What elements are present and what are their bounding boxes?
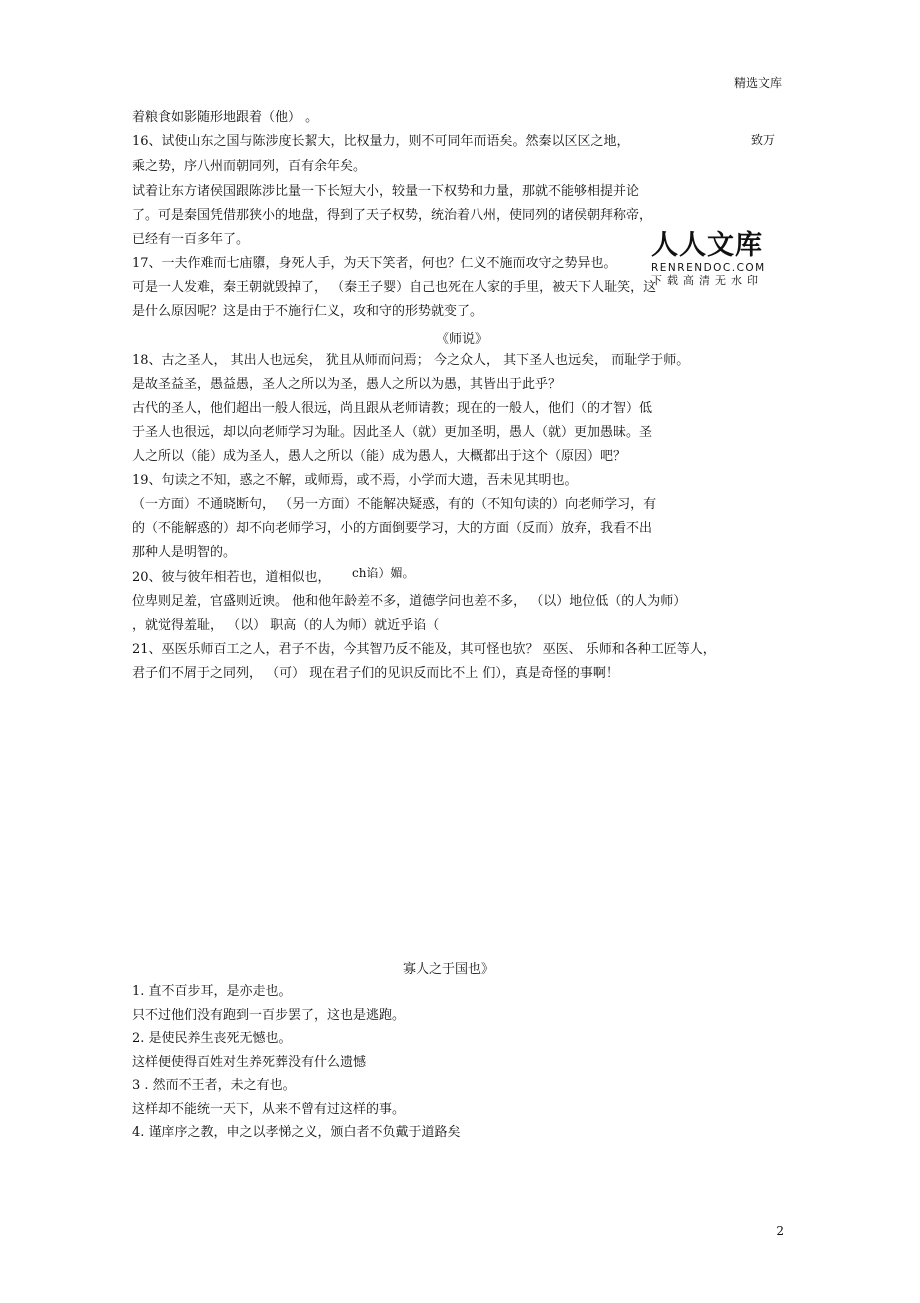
text-line: 16、试使山东之国与陈涉度长絜大，比权量力，则不可同年而语矣。然秦以区区之地， xyxy=(132,134,630,149)
text-line: 的（不能解惑的）却不向老师学习，小的方面倒要学习，大的方面（反而）放弃，我看不出 xyxy=(132,521,653,536)
text-line: 着粮食如影随形地跟着（他） 。 xyxy=(132,110,319,125)
text-line: 位卑则足羞，官盛则近谀。 他和他年龄差不多，道德学问也差不多， （以）地位低（的人为师） xyxy=(132,594,687,609)
text-line: 4. 谨庠序之教，申之以孝悌之义，颁白者不负戴于道路矣 xyxy=(132,1125,461,1140)
text-line: 于圣人也很远，却以向老师学习为耻。因此圣人（就）更加圣明，愚人（就）更加愚昧。圣 xyxy=(132,425,653,440)
text-line: 是故圣益圣，愚益愚，圣人之所以为圣，愚人之所以为愚，其皆出于此乎？ xyxy=(132,377,562,392)
watermark-logo xyxy=(651,230,781,287)
text-line: 17、一夫作难而七庙隳，身死人手，为天下笑者，何也？仁义不施而攻守之势异也。 xyxy=(132,256,617,271)
text-line: 18、古之圣人， 其出人也远矣， 犹且从师而问焉； 今之众人， 其下圣人也远矣， 而耻学于师。 xyxy=(132,353,690,368)
text-line: 3 . 然而不王者，未之有也。 xyxy=(132,1078,296,1093)
watermark-brand: 人人文库 xyxy=(651,230,763,261)
text-line: 21、巫医乐师百工之人，君子不齿，今其智乃反不能及，其可怪也欤？ 巫医、 乐师和各种工匠等人， xyxy=(132,642,716,657)
margin-note: 致万 xyxy=(751,133,776,147)
text-line: 只不过他们没有跑到一百步罢了，这也是逃跑。 xyxy=(132,1008,406,1023)
text-line: 了。可是秦国凭借那狭小的地盘，得到了天子权势，统治着八州，使同列的诸侯朝拜称帝， xyxy=(132,208,653,223)
text-line: 古代的圣人，他们超出一般人很远，尚且跟从老师请教；现在的一般人，他们（的才智）低 xyxy=(132,401,653,416)
text-line: 2. 是使民养生丧死无憾也。 xyxy=(132,1031,292,1046)
page-number: 2 xyxy=(776,1224,784,1238)
section-title: 寡人之于国也》 xyxy=(403,962,495,977)
header-label: 精选文库 xyxy=(733,76,782,90)
text-line: 这样却不能统一天下，从来不曾有过这样的事。 xyxy=(132,1102,406,1117)
text-line: 乘之势，序八州而朝同列，百有余年矣。 xyxy=(132,159,367,174)
text-line: 1. 直不百步耳，是亦走也。 xyxy=(132,984,292,999)
text-line: 那种人是明智的。 xyxy=(132,545,237,560)
text-line: 已经有一百多年了。 xyxy=(132,232,250,247)
text-line: ，就觉得羞耻， （以） 职高（的人为师）就近乎谄（ xyxy=(132,618,440,633)
text-line: 这样便使得百姓对生养死葬没有什么遗憾 xyxy=(132,1055,367,1070)
text-fragment: ch谄）媚。 xyxy=(352,566,415,580)
watermark-caption: 下载高清无水印 xyxy=(651,274,763,287)
text-line: 是什么原因呢？这是由于不施行仁义，攻和守的形势就变了。 xyxy=(132,304,484,319)
section-title: 《师说》 xyxy=(436,332,489,347)
text-line: 20、彼与彼年相若也，道相似也， xyxy=(132,570,331,585)
watermark-url: RENRENDOC.COM xyxy=(651,262,766,274)
text-line: 19、句读之不知，惑之不解，或师焉，或不焉，小学而大遗，吾未见其明也。 xyxy=(132,473,578,488)
text-line: 人之所以（能）成为圣人，愚人之所以（能）成为愚人，大概都出于这个（原因）吧？ xyxy=(132,449,627,464)
text-line: （一方面）不通晓断句， （另一方面）不能解决疑惑，有的（不知句读的）向老师学习，有 xyxy=(132,497,657,512)
text-line: 试着让东方诸侯国跟陈涉比量一下长短大小，较量一下权势和力量，那就不能够相提并论 xyxy=(132,184,640,199)
text-line: 君子们不屑于之同列， （可） 现在君子们的见识反而比不上 们），真是奇怪的事啊！ xyxy=(132,666,619,681)
text-line: 可是一人发难，秦王朝就毁掉了， （秦王子婴）自己也死在人家的手里，被天下人耻笑，这 xyxy=(132,280,657,295)
